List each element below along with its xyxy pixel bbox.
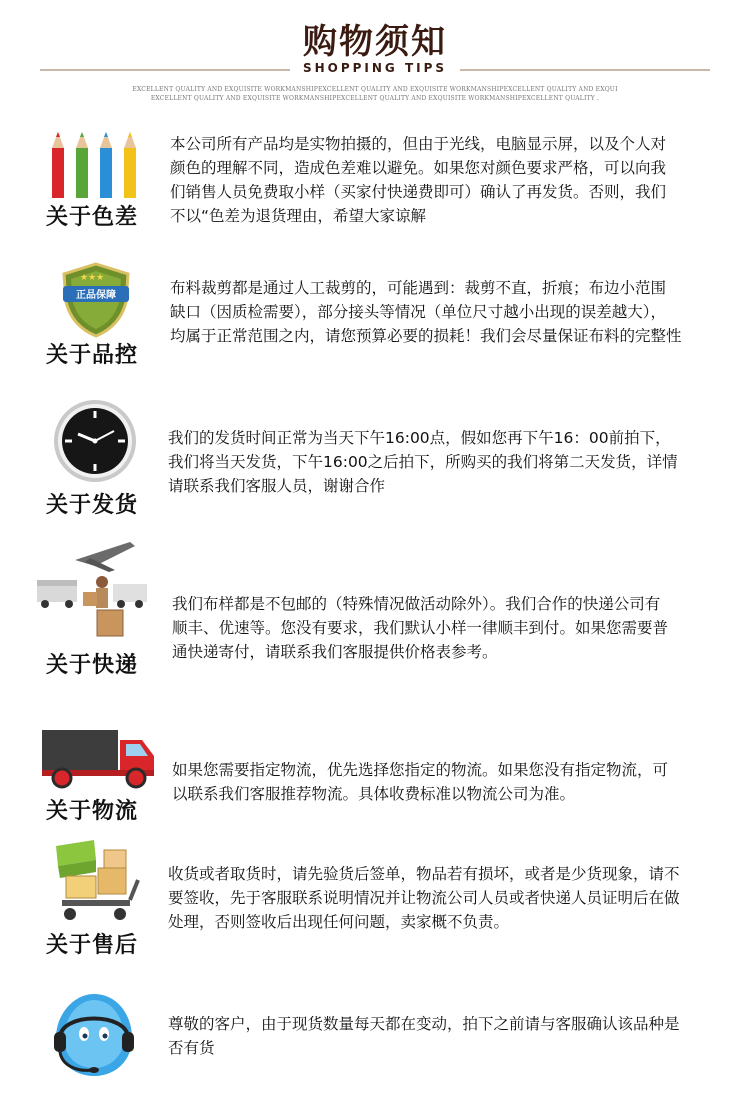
page-subtitle: SHOPPING TIPS	[302, 61, 448, 75]
page-title: 购物须知	[303, 22, 447, 62]
clock-icon	[52, 398, 138, 484]
courier-plane-truck-icon	[35, 540, 150, 640]
text-line: 如果您需要指定物流，优先选择您指定的物流。如果您没有指定物流，可	[172, 761, 669, 779]
text-line: 收货或者取货时，请先验货后签单，物品若有损坏，或者是少货现象，请不	[168, 865, 680, 883]
decorative-caption-line-2: EXCELLENT QUALITY AND EXQUISITE WORKMANSHIPEXCELLENT QUALITY AND EXQUISITE WORKMANSHIPEXCELLENT QUALITY .	[150, 95, 600, 102]
text-line: 均属于正常范围之内，请您预算必要的损耗！我们会尽量保证布料的完整性	[170, 327, 682, 345]
section-text	[172, 758, 668, 806]
text-line: 我们布样都是不包邮的（特殊情况做活动除外）。我们合作的快递公司有	[172, 595, 661, 613]
svg-text:★★★: ★★★	[80, 273, 105, 283]
decorative-caption-line-1: EXCELLENT QUALITY AND EXQUISITE WORKMANSHIPEXCELLENT QUALITY AND EXQUISITE WORKMANSHIPEXCELLENT QUALITY AND EXQUI	[132, 86, 618, 93]
text-line: 我们的发货时间正常为当天下午16:00点，假如您再下午16：00前拍下，	[168, 429, 671, 447]
text-line: 我们将当天发货，下午16:00之后拍下，所购买的我们将第二天发货，详情	[168, 453, 678, 471]
section-label: 关于品控	[46, 343, 139, 368]
colored-pencils-icon	[45, 130, 145, 200]
text-line: 以联系我们客服推荐物流。具体收费标准以物流公司为准。	[172, 785, 576, 803]
section-text	[168, 862, 680, 934]
text-line: 缺口（因质检需要），部分接头等情况（单位尺寸越小出现的误差越大），	[170, 303, 667, 321]
text-line: 否有货	[168, 1039, 215, 1057]
quality-badge-text: 正品保障	[76, 290, 116, 301]
section-label: 关于快递	[46, 653, 139, 678]
headset-mascot-icon	[48, 990, 140, 1082]
section-text	[168, 426, 678, 498]
section-label: 关于售后	[46, 933, 139, 958]
text-line: 颜色的理解不同，造成色差难以避免。如果您对颜色要求严格，可以向我	[170, 159, 667, 177]
quality-shield-icon	[58, 262, 134, 338]
section-text	[168, 1012, 680, 1060]
text-line: 通快递寄付，请联系我们客服提供价格表参考。	[172, 643, 498, 661]
text-line: 布料裁剪都是通过人工裁剪的，可能遇到：裁剪不直，折痕；布边小范围	[170, 279, 667, 297]
text-line: 要签收，先于客服联系说明情况并让物流公司人员或者快递人员证明后在做	[168, 889, 680, 907]
section-label: 关于物流	[46, 799, 139, 824]
section-text	[170, 276, 682, 348]
text-line: 们销售人员免费取小样（买家付快递费即可）确认了再发货。否则，我们	[170, 183, 667, 201]
section-text	[172, 592, 668, 664]
text-line: 请联系我们客服人员，谢谢合作	[168, 477, 386, 495]
page-header	[0, 0, 750, 110]
text-line: 顺丰、优速等。您没有要求，我们默认小样一律顺丰到付。如果您需要普	[172, 619, 669, 637]
delivery-truck-icon	[40, 724, 158, 790]
text-line: 不以“色差为退货理由，希望大家谅解	[170, 207, 427, 225]
text-line: 处理，否则签收后出现任何问题，卖家概不负责。	[168, 913, 510, 931]
boxes-cart-icon	[48, 840, 144, 926]
section-label: 关于色差	[46, 205, 139, 230]
text-line: 尊敬的客户，由于现货数量每天都在变动，拍下之前请与客服确认该品种是	[168, 1015, 680, 1033]
section-label: 关于发货	[46, 493, 139, 518]
text-line: 本公司所有产品均是实物拍摄的，但由于光线，电脑显示屏，以及个人对	[170, 135, 667, 153]
section-text	[170, 132, 666, 228]
